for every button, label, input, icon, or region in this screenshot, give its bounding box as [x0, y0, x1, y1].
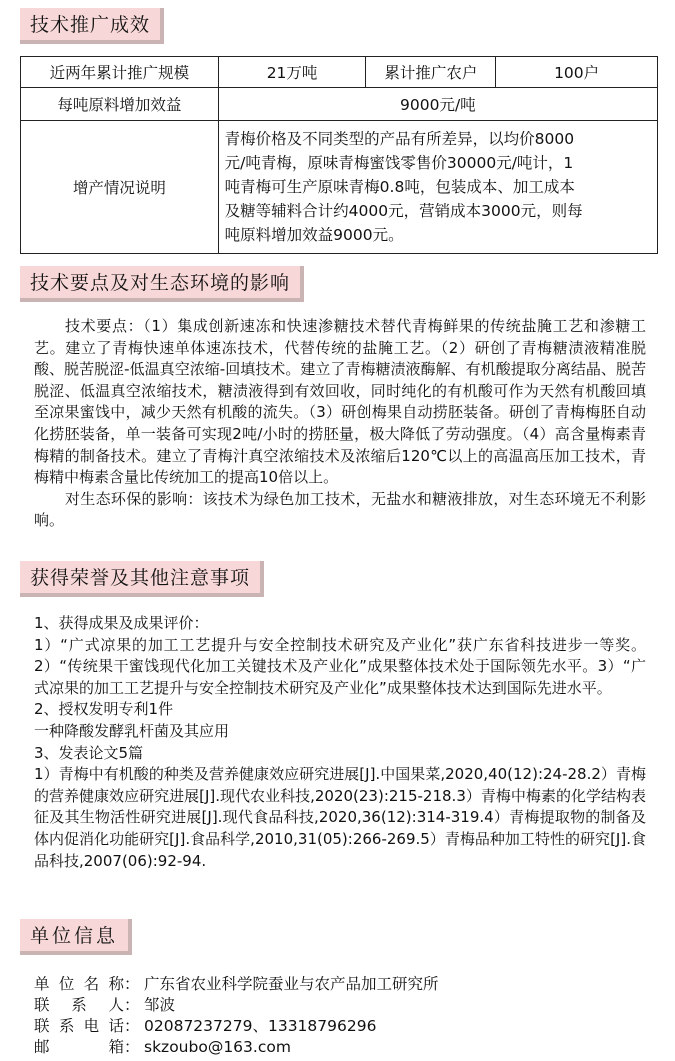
- desc-cell: [218, 121, 657, 254]
- desc-line: 元/吨青梅，原味青梅蜜饯零售价30000元/吨计，1: [224, 154, 574, 172]
- unit-name-label: 单位名称: [34, 975, 124, 993]
- desc-line: 吨青梅可生产原味青梅0.8吨，包装成本、加工成本: [224, 178, 575, 196]
- unit-name-value: 广东省农业科学院蚕业与农产品加工研究所: [144, 975, 439, 993]
- promotion-effect-table: [20, 56, 658, 254]
- honors-line: 2、授权发明专利1件: [34, 700, 174, 719]
- desc-line: 及糖等辅料合计约4000元，营销成本3000元，则每: [224, 202, 583, 220]
- phone-row: [34, 1016, 646, 1037]
- honors-line: 一种降酸发酵乳杆菌及其应用: [34, 721, 230, 740]
- benefit-label: 每吨原料增加效益: [21, 88, 219, 121]
- table-row: [21, 57, 658, 88]
- farmers-label: 累计推广农户: [366, 57, 496, 88]
- table-row: [21, 121, 658, 254]
- honors-body: [34, 613, 646, 872]
- desc-line: 吨原料增加效益9000元。: [224, 226, 404, 244]
- desc-line: 青梅价格及不同类型的产品有所差异，以均价8000: [224, 130, 575, 148]
- honors-awards: 1）“广式凉果的加工工艺提升与安全控制技术研究及产业化”获广东省科技进步一等奖。2）“传统果干蜜饯现代化加工关键技术及产业化”成果整体技术处于国际领先水平。3）“广式凉果的加工工艺提升与安全控制技术研究及产业化”成果整体技术达到国际先进水平。: [34, 635, 646, 697]
- contact-row: [34, 995, 646, 1016]
- farmers-value: 100户: [496, 57, 658, 88]
- key-points-paragraph: 技术要点：（1）集成创新速冻和快速渗糖技术替代青梅鲜果的传统盐腌工艺和渗糖工艺。建立了青梅快速单体速冻技术，代替传统的盐腌工艺。（2）研创了青梅糖渍液精准脱酸、脱苦脱涩-低温真空浓缩-回填技术。建立了青梅糖渍液酶解、有机酸提取分离结晶、脱苦脱涩、低温真空浓缩技术，糖渍液得到有效回收，同时纯化的有机酸可作为天然有机酸回填至凉果蜜饯中，减少天然有机酸的流失。（3）研创梅果自动捞胚装备。研创了青梅梅胚自动化捞胚装备，单一装备可实现2吨/小时的捞胚量，极大降低了劳动强度。（4）高含量梅素青梅精的制备技术。建立了青梅汁真空浓缩技术及浓缩后120℃以上的高温高压加工技术，青梅精中梅素含量比传统加工的提高10倍以上。: [34, 317, 646, 487]
- unit-info: [34, 974, 646, 1058]
- section-title-honors: 获得荣誉及其他注意事项: [20, 561, 264, 597]
- honors-papers: 1）青梅中有机酸的种类及营养健康效应研究进展[J].中国果菜,2020,40(12):24-28.2）青梅的营养健康效应研究进展[J].现代农业科技,2020(23):215-218.3）青梅中梅素的化学结构表征及其生物活性研究进展[J].现代食品科技,2020,36(12):314-319.4）青梅提取物的制备及体内促消化功能研究[J].食品科学,2010,31(05):266-269.5）青梅品种加工特性的研究[J].食品科技,2007(06):92-94.: [34, 765, 646, 870]
- table-row: [21, 88, 658, 121]
- eco-impact-paragraph: 对生态环保的影响：该技术为绿色加工技术，无盐水和糖液排放，对生态环境无不利影响。: [34, 489, 646, 530]
- scale-value: 21万吨: [218, 57, 366, 88]
- colon: ：: [124, 1017, 140, 1035]
- email-value: skzoubo@163.com: [144, 1038, 291, 1056]
- contact-label: 联系人: [34, 996, 124, 1014]
- phone-label: 联系电话: [34, 1017, 124, 1035]
- benefit-value: 9000元/吨: [218, 88, 657, 121]
- key-points-body: [34, 316, 646, 532]
- desc-label: 增产情况说明: [21, 121, 219, 254]
- section-title-promotion: 技术推广成效: [20, 8, 164, 44]
- honors-line: 3、发表论文5篇: [34, 743, 144, 762]
- honors-line: 1、获得成果及成果评价：: [34, 614, 209, 632]
- section-title-key-points: 技术要点及对生态环境的影响: [20, 266, 304, 302]
- colon: ：: [124, 1038, 140, 1056]
- contact-value: 邹波: [144, 996, 176, 1014]
- colon: ：: [124, 975, 140, 993]
- colon: ：: [124, 996, 140, 1014]
- phone-value: 02087237279、13318796296: [144, 1017, 377, 1035]
- section-title-unit: 单位信息: [20, 919, 132, 955]
- email-row: [34, 1037, 646, 1058]
- scale-label: 近两年累计推广规模: [21, 57, 219, 88]
- email-label: 邮箱: [34, 1038, 124, 1056]
- unit-name-row: [34, 974, 646, 995]
